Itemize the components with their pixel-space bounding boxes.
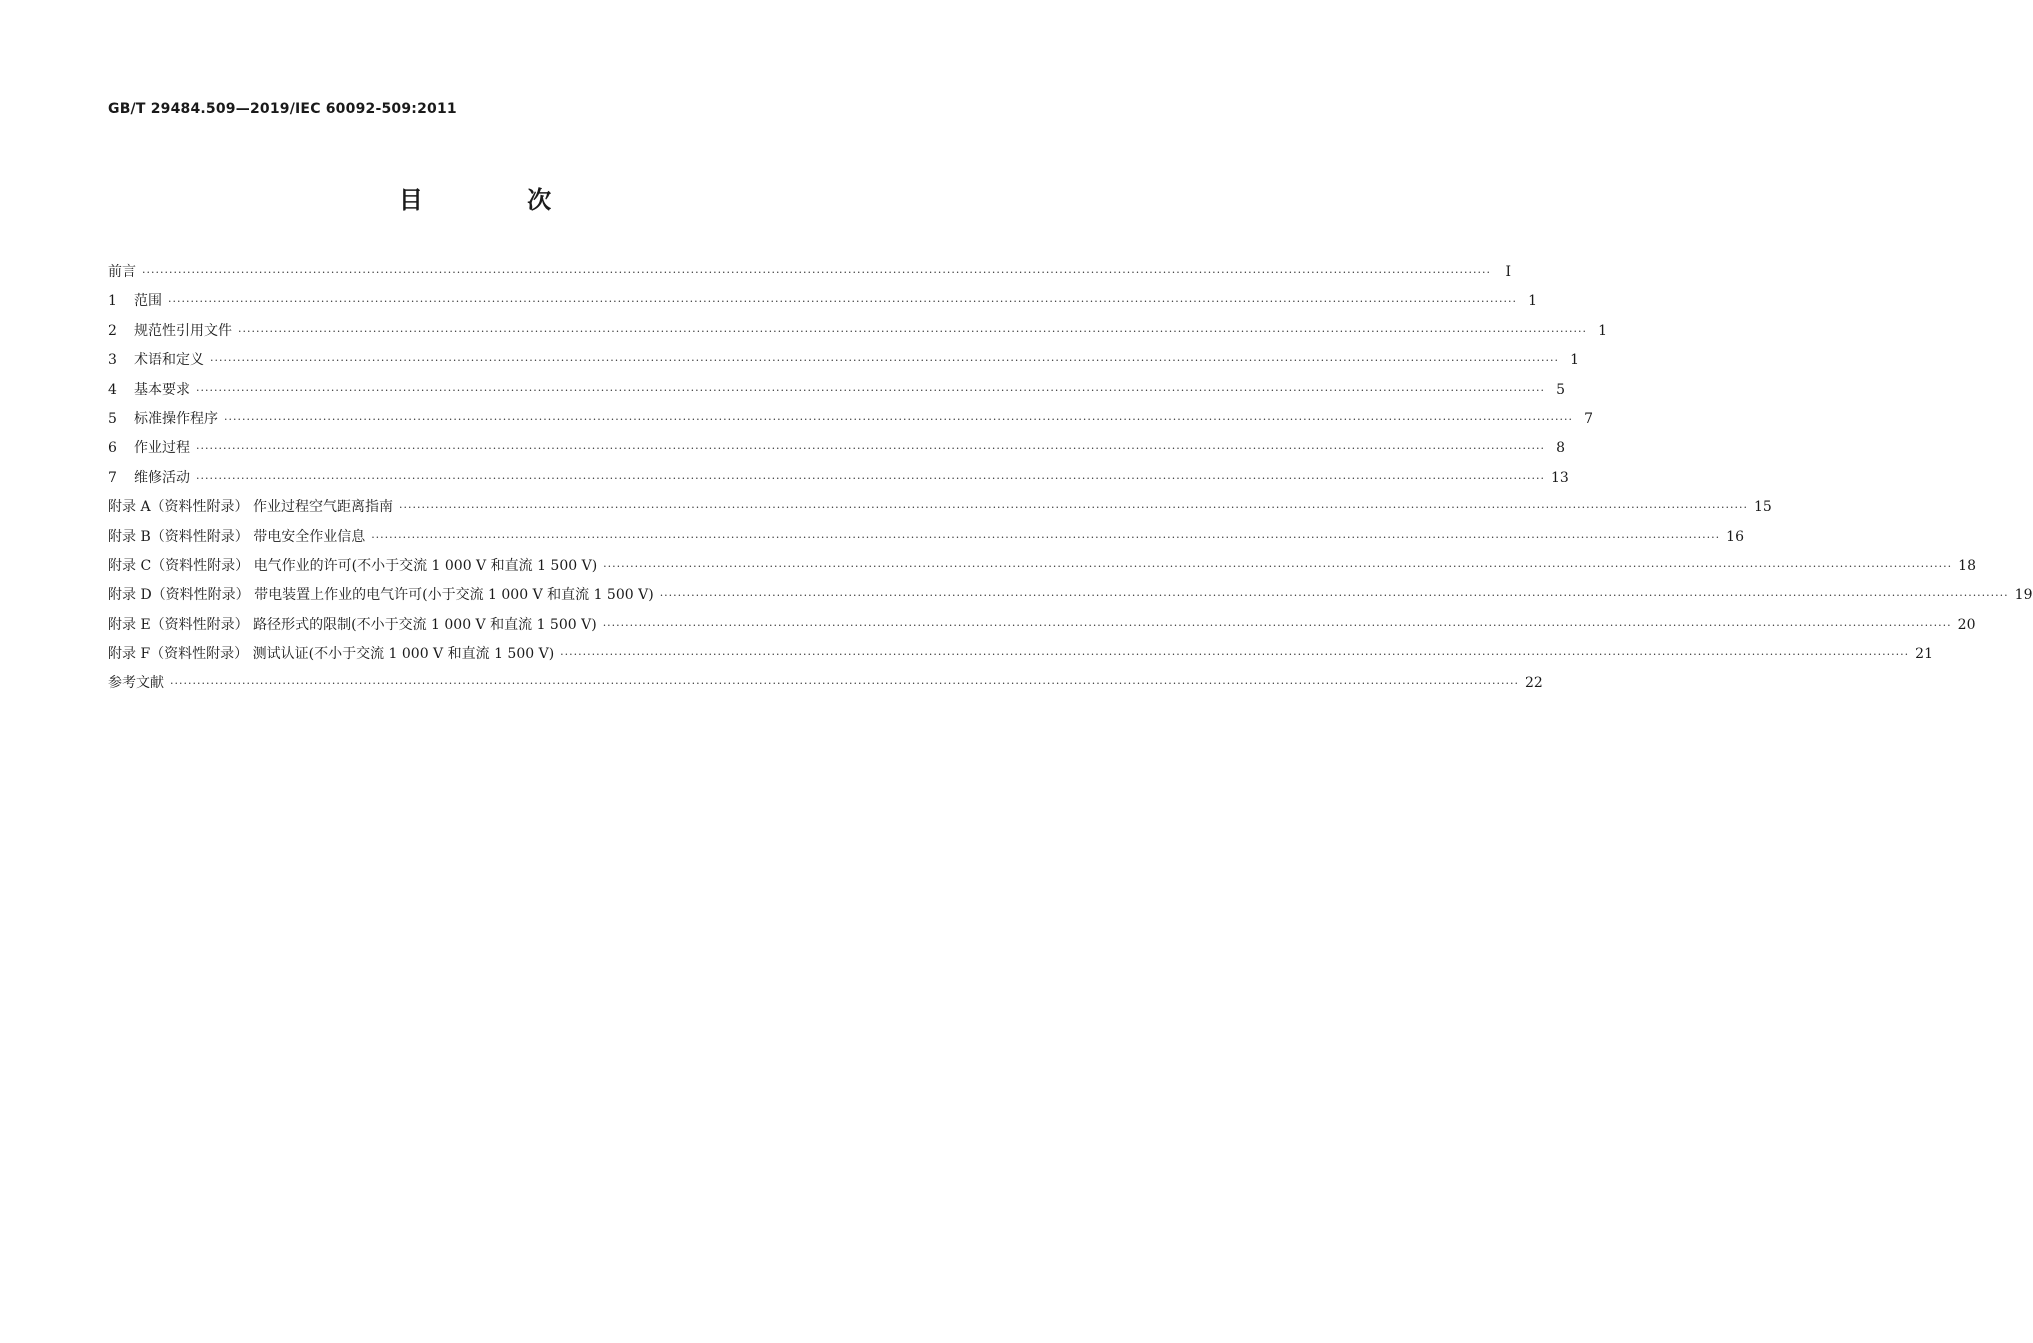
toc-entry-title: 范围 bbox=[134, 293, 162, 310]
toc-entry-2[interactable] bbox=[108, 317, 1607, 346]
toc-entry-number: 3 bbox=[108, 352, 117, 369]
dot-leader: ············································································································································································································································································································ bbox=[210, 354, 1559, 368]
toc-entry-annex-e[interactable] bbox=[108, 611, 1976, 640]
dot-leader: ············································································································································································································································································································ bbox=[560, 648, 1910, 662]
toc-entry-title: 规范性引用文件 bbox=[134, 322, 232, 339]
toc-entry-foreword[interactable] bbox=[108, 258, 1511, 287]
toc-entry-annex-a[interactable] bbox=[108, 493, 1772, 522]
toc-entry-page: 8 bbox=[1556, 440, 1565, 457]
toc-entry-page: 5 bbox=[1556, 381, 1565, 398]
toc-entry-number: 6 bbox=[108, 440, 117, 457]
toc-entry-5[interactable] bbox=[108, 405, 1593, 434]
toc-entry-title: 附录 C（资料性附录） 电气作业的许可(不小于交流 1 000 V 和直流 1 500 V) bbox=[108, 557, 598, 574]
toc-entry-annex-c[interactable] bbox=[108, 552, 1976, 581]
dot-leader: ············································································································································································································································································································ bbox=[238, 324, 1587, 338]
dot-leader: ············································································································································································································································································································ bbox=[399, 501, 1748, 515]
dot-leader: ············································································································································································································································································································ bbox=[196, 471, 1545, 485]
toc-entry-title: 维修活动 bbox=[134, 469, 190, 486]
toc-entry-page: 15 bbox=[1754, 499, 1772, 516]
toc-entry-page: 19 bbox=[2014, 587, 2033, 604]
toc-entry-page: 1 bbox=[1528, 293, 1537, 310]
toc-entry-page: 18 bbox=[1958, 557, 1976, 574]
toc-entry-number: 7 bbox=[108, 469, 117, 486]
toc-entry-title: 参考文献 bbox=[108, 675, 164, 692]
toc-title: 目 次 bbox=[398, 186, 600, 214]
dot-leader: ············································································································································································································································································································ bbox=[603, 559, 1953, 573]
toc-entry-7[interactable] bbox=[108, 464, 1569, 493]
toc-entry-page: 16 bbox=[1726, 528, 1744, 545]
toc-entry-title: 前言 bbox=[108, 264, 136, 280]
toc-entry-title: 附录 B（资料性附录） 带电安全作业信息 bbox=[108, 528, 366, 545]
toc-entry-page: 13 bbox=[1550, 469, 1569, 486]
toc-entry-page: 7 bbox=[1584, 410, 1593, 427]
toc-entry-title: 附录 A（资料性附录） 作业过程空气距离指南 bbox=[108, 499, 394, 516]
dot-leader: ············································································································································································································································································································ bbox=[659, 589, 2009, 603]
toc-entry-title: 术语和定义 bbox=[134, 352, 204, 369]
dot-leader: ············································································································································································································································································································ bbox=[371, 530, 1721, 544]
dot-leader: ············································································································································································································································································································ bbox=[168, 295, 1517, 309]
toc-entry-annex-f[interactable] bbox=[108, 640, 1933, 669]
toc-entry-6[interactable] bbox=[108, 434, 1565, 463]
toc-entry-page: 22 bbox=[1524, 675, 1543, 692]
toc-entry-1[interactable] bbox=[108, 287, 1537, 316]
dot-leader: ············································································································································································································································································································ bbox=[196, 383, 1545, 397]
toc-entry-number: 4 bbox=[108, 381, 117, 398]
table-of-contents bbox=[108, 258, 2033, 699]
toc-entry-title: 附录 E（资料性附录） 路径形式的限制(不小于交流 1 000 V 和直流 1 500 V) bbox=[108, 616, 597, 633]
dot-leader: ············································································································································································································································································································ bbox=[224, 412, 1573, 426]
dot-leader: ············································································································································································································································································································ bbox=[142, 266, 1491, 279]
dot-leader: ············································································································································································································································································································ bbox=[602, 618, 1952, 632]
toc-entry-page: 1 bbox=[1570, 352, 1579, 369]
toc-entry-page: Ⅰ bbox=[1505, 264, 1511, 280]
toc-entry-page: 1 bbox=[1598, 322, 1607, 339]
toc-entry-annex-d[interactable] bbox=[108, 581, 2033, 610]
toc-entry-4[interactable] bbox=[108, 376, 1565, 405]
toc-entry-title: 基本要求 bbox=[134, 381, 190, 398]
toc-entry-number: 5 bbox=[108, 410, 117, 427]
toc-entry-bibliography[interactable] bbox=[108, 669, 1543, 698]
toc-entry-title: 标准操作程序 bbox=[134, 410, 218, 427]
dot-leader: ············································································································································································································································································································ bbox=[196, 442, 1545, 456]
toc-entry-title: 作业过程 bbox=[134, 440, 190, 457]
standard-number: GB/T 29484.509—2019/IEC 60092-509:2011 bbox=[108, 101, 457, 117]
toc-entry-3[interactable] bbox=[108, 346, 1579, 375]
toc-entry-title: 附录 F（资料性附录） 测试认证(不小于交流 1 000 V 和直流 1 500 V) bbox=[108, 646, 555, 663]
toc-entry-annex-b[interactable] bbox=[108, 523, 1744, 552]
dot-leader: ············································································································································································································································································································ bbox=[170, 677, 1519, 691]
toc-entry-number: 1 bbox=[108, 293, 117, 310]
toc-entry-page: 20 bbox=[1957, 616, 1976, 633]
toc-entry-title: 附录 D（资料性附录） 带电装置上作业的电气许可(小于交流 1 000 V 和直流 1 500 V) bbox=[108, 587, 654, 604]
toc-entry-number: 2 bbox=[108, 322, 117, 339]
toc-entry-page: 21 bbox=[1915, 646, 1933, 663]
